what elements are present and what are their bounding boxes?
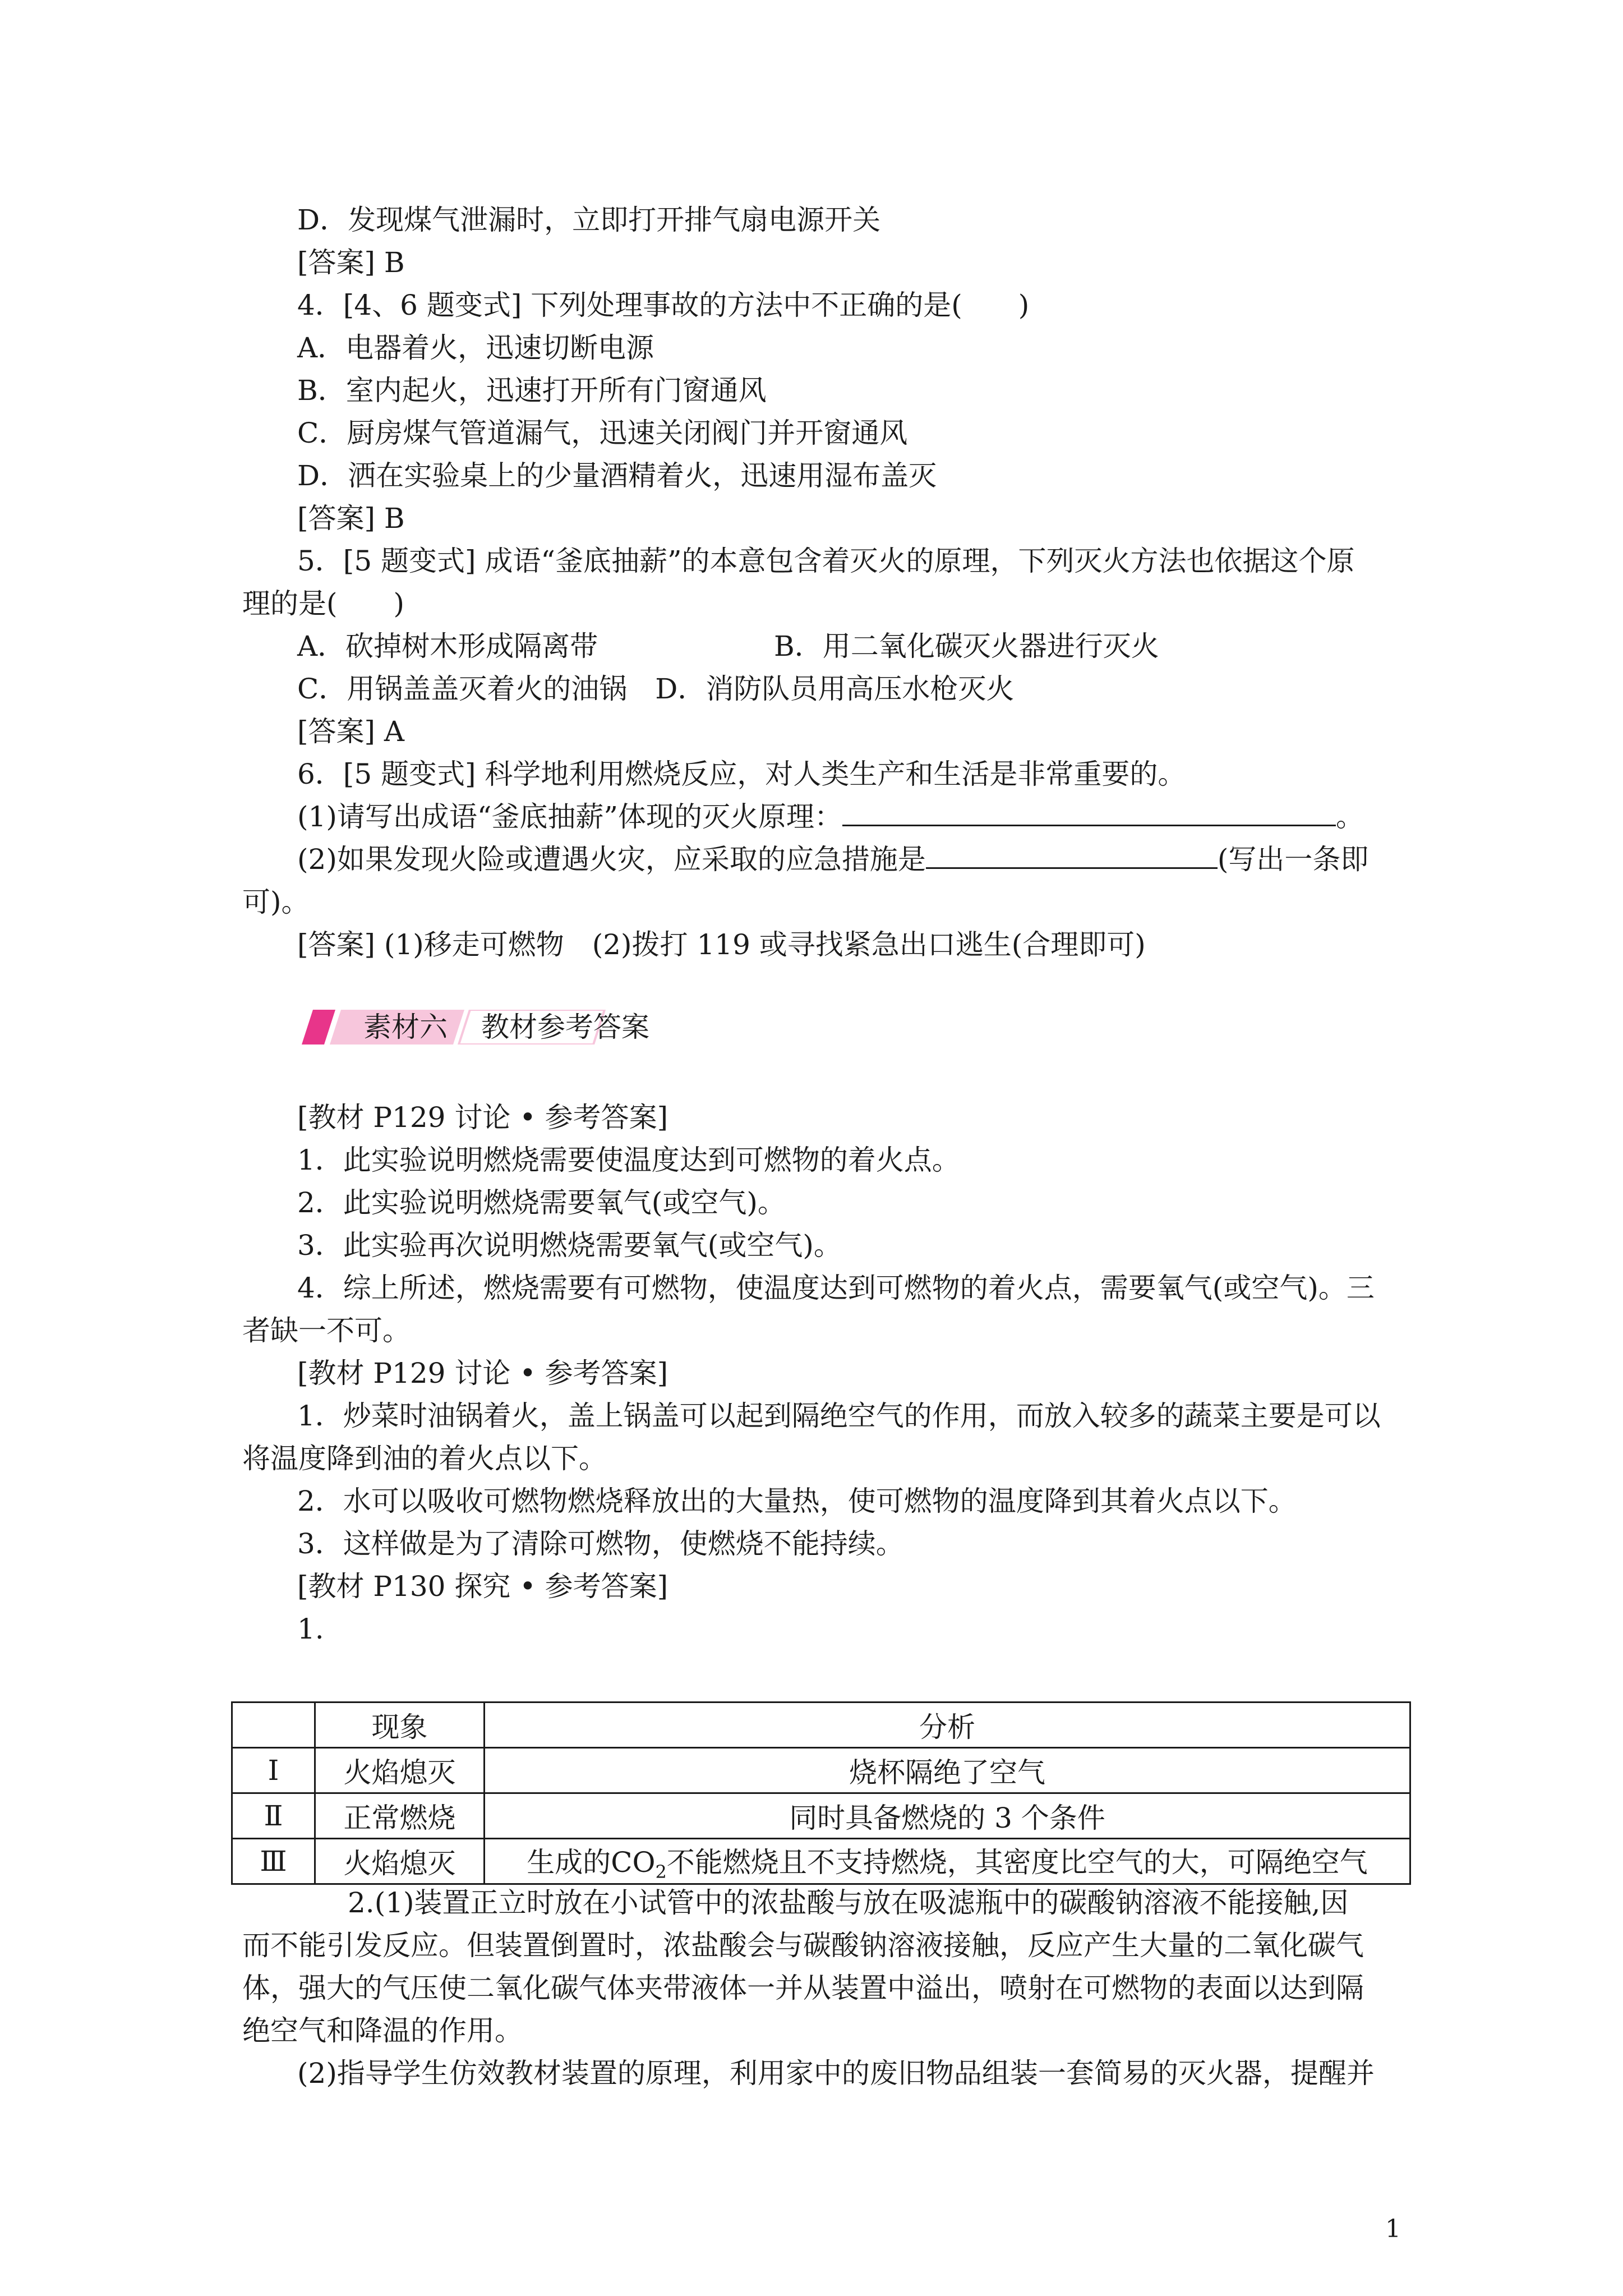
- cell-text: 不能燃烧且不支持燃烧，其密度比空气的大，可隔绝空气: [666, 1846, 1368, 1879]
- option-a-line: A．砍掉树木形成隔离带: [297, 630, 598, 662]
- table-header-row: [232, 1703, 1410, 1748]
- answer-blank-2[interactable]: [926, 845, 1218, 869]
- table-cell: Ⅱ: [232, 1793, 315, 1839]
- table-row: [232, 1839, 1410, 1884]
- option-c-line: C．厨房煤气管道漏气，迅速关闭阀门并开窗通风: [297, 417, 908, 449]
- answer-item: 3．这样做是为了清除可燃物，使燃烧不能持续。: [297, 1527, 904, 1560]
- answer-item: 2.(1)装置正立时放在小试管中的浓盐酸与放在吸滤瓶中的碳酸钠溶液不能接触,因: [348, 1887, 1349, 1919]
- table-cell: [485, 1839, 1410, 1884]
- answer-item-cont: 而不能引发反应。但装置倒置时，浓盐酸会与碳酸钠溶液接触，反应产生大量的二氧化碳气: [242, 1929, 1364, 1962]
- answer-line: [答案] (1)移走可燃物 (2)拨打 119 或寻找紧急出口逃生(合理即可): [297, 928, 1146, 961]
- option-d-line: D．发现煤气泄漏时，立即打开排气扇电源开关: [297, 204, 881, 236]
- answer-item: (2)指导学生仿效教材装置的原理，利用家中的废旧物品组装一套简易的灭火器，提醒并: [297, 2057, 1375, 2090]
- page-number: 1: [1385, 2215, 1401, 2243]
- question-4: 4．[4、6 题变式] 下列处理事故的方法中不正确的是( ): [297, 289, 1030, 321]
- answer-item-cont: 者缺一不可。: [242, 1314, 411, 1347]
- option-a-line: A．电器着火，迅速切断电源: [297, 332, 654, 364]
- table-cell: 烧杯隔绝了空气: [485, 1748, 1410, 1793]
- question-6: 6．[5 题变式] 科学地利用燃烧反应，对人类生产和生活是非常重要的。: [297, 758, 1186, 790]
- subsection-heading: [教材 P129 讨论 • 参考答案]: [297, 1101, 668, 1134]
- table-cell: 火焰熄灭: [315, 1748, 485, 1793]
- co2-formula: CO: [611, 1846, 656, 1879]
- cell-text: 生成的: [527, 1846, 611, 1879]
- results-table: [231, 1701, 1411, 1885]
- question-6-part-2: [297, 841, 1368, 877]
- answer-item-cont: 绝空气和降温的作用。: [242, 2014, 523, 2047]
- subscript: 2: [655, 1861, 667, 1883]
- question-6-cont: 可)。: [242, 886, 310, 918]
- table-header-cell: [232, 1703, 315, 1748]
- question-6-part-1: [297, 799, 1364, 835]
- option-d-line-2: D．洒在实验桌上的少量酒精着火，迅速用湿布盖灭: [297, 459, 937, 492]
- period: 。: [1335, 800, 1364, 833]
- option-b-line: B．室内起火，迅速打开所有门窗通风: [297, 374, 767, 407]
- question-6-part-1-text: (1)请写出成语“釜底抽薪”体现的灭火原理：: [297, 800, 842, 833]
- answer-item-cont: 体，强大的气压使二氧化碳气体夹带液体一并从装置中溢出，喷射在可燃物的表面以达到隔: [242, 1972, 1364, 2004]
- answer-item: 3．此实验再次说明燃烧需要氧气(或空气)。: [297, 1229, 842, 1262]
- table-cell: 火焰熄灭: [315, 1839, 485, 1884]
- answer-blank-1[interactable]: [842, 802, 1336, 826]
- section-header: [302, 1010, 649, 1045]
- option-b-line: B．用二氧化碳灭火器进行灭火: [774, 630, 1159, 662]
- table-header-cell: 分析: [485, 1703, 1410, 1748]
- answer-item: 1．此实验说明燃烧需要使温度达到可燃物的着火点。: [297, 1144, 960, 1176]
- question-5: 5．[5 题变式] 成语“釜底抽薪”的本意包含着灭火的原理，下列灭火方法也依据这个原: [297, 545, 1355, 577]
- section-label: 素材六: [363, 1011, 448, 1043]
- subsection-heading: [教材 P129 讨论 • 参考答案]: [297, 1357, 668, 1389]
- question-6-part-2-tail: (写出一条即: [1217, 843, 1369, 876]
- question-5-cont: 理的是( ): [242, 587, 405, 620]
- answer-item: 4．综上所述，燃烧需要有可燃物，使温度达到可燃物的着火点，需要氧气(或空气)。三: [297, 1272, 1375, 1304]
- answer-item-number: 1.: [297, 1613, 324, 1645]
- table-cell: 正常燃烧: [315, 1793, 485, 1839]
- table-cell: Ⅰ: [232, 1748, 315, 1793]
- table-cell: 同时具备燃烧的 3 个条件: [485, 1793, 1410, 1839]
- answer-line: [答案] B: [297, 246, 405, 279]
- option-cd-line: C．用锅盖盖灭着火的油锅 D．消防队员用高压水枪灭火: [297, 673, 1015, 705]
- answer-line: [答案] B: [297, 502, 405, 535]
- answer-item: 2．此实验说明燃烧需要氧气(或空气)。: [297, 1186, 786, 1219]
- table-row: [232, 1748, 1410, 1793]
- answer-item: 2．水可以吸收可燃物燃烧释放出的大量热，使可燃物的温度降到其着火点以下。: [297, 1485, 1297, 1517]
- table-cell: Ⅲ: [232, 1839, 315, 1884]
- section-title: 教材参考答案: [481, 1011, 649, 1043]
- answer-item: 1．炒菜时油锅着火，盖上锅盖可以起到隔绝空气的作用，而放入较多的蔬菜主要是可以: [297, 1400, 1381, 1432]
- table-row: [232, 1793, 1410, 1839]
- answer-line: [答案] A: [297, 715, 405, 748]
- question-6-part-2-text: (2)如果发现火险或遭遇火灾，应采取的应急措施是: [297, 843, 926, 876]
- answer-item-cont: 将温度降到油的着火点以下。: [242, 1442, 607, 1475]
- subsection-heading: [教材 P130 探究 • 参考答案]: [297, 1570, 668, 1603]
- table-header-cell: 现象: [315, 1703, 485, 1748]
